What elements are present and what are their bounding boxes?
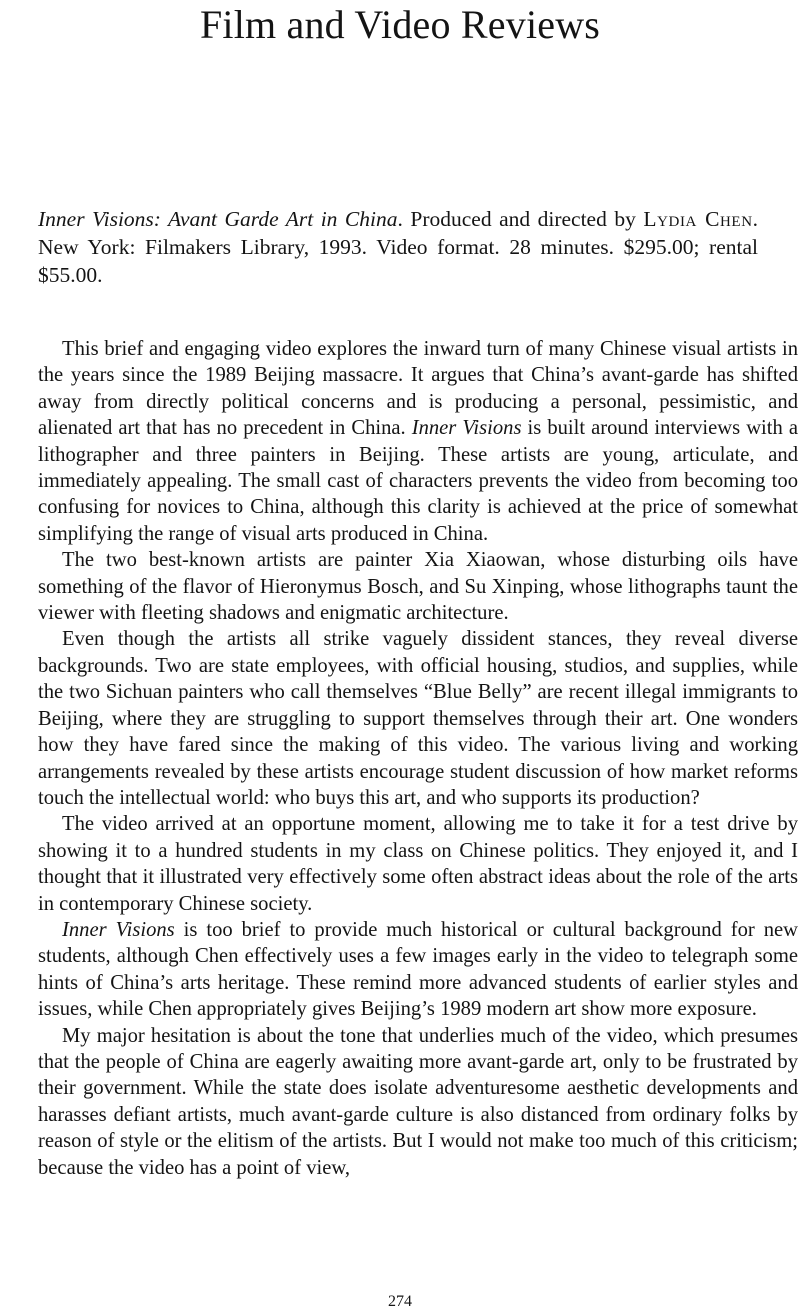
inline-work-title: Inner Visions: [62, 918, 175, 941]
paragraph-text: is too brief to provide much historical or cultural background for new students, although Chen effectively uses a few images early in the video to telegraph some hints of China’s arts heritage. These remind more advanced students of earlier styles and issues, while Chen appropriately gives Beijing’s 1989 modern art show more exposure.: [38, 918, 799, 1021]
review-body: [38, 336, 798, 1181]
paragraph-text: Even though the artists all strike vaguely dissident stances, they reveal diverse backgrounds. Two are state employees, with official housing, studios, and supplies, while the two Sichuan painters who call themselves “Blue Belly” are recent illegal immigrants to Beijing, where they are struggling to support themselves through their art. One wonders how they have fared since the making of this video. The various living and working arrangements revealed by these artists encourage student discussion of how market reforms touch the intellectual world: who buys this art, and who supports its production?: [38, 628, 798, 809]
page-number: 274: [388, 1293, 412, 1310]
paragraph-text: My major hesitation is about the tone that underlies much of the video, which presumes that the people of China are eagerly awaiting more avant-garde art, only to be frustrated by their government. While the state does isolate adventuresome aesthetic developments and harasses defiant artists, much avant-garde culture is also distanced from ordinary folks by reason of style or the elitism of the artists. But I would not make too much of this criticism; because the video has a point of view,: [38, 1024, 798, 1179]
paragraph-4: [38, 811, 798, 917]
paragraph-5: [38, 917, 798, 1023]
paragraph-6: [38, 1023, 798, 1181]
paragraph-text: The video arrived at an opportune moment, allowing me to take it for a test drive by showing it to a hundred students in my class on Chinese politics. They enjoyed it, and I thought that it illustrated very effectively some often abstract ideas about the role of the arts in contemporary Chinese society.: [38, 813, 798, 915]
work-title: Inner Visions: Avant Garde Art in China: [38, 207, 398, 231]
review-citation: [38, 205, 758, 289]
director-name: Lydia Chen: [643, 207, 753, 231]
paragraph-text: The two best-known artists are painter Xia Xiaowan, whose disturbing oils have something of the flavor of Hieronymus Bosch, and Su Xinping, whose lithographs taunt the viewer with fleeting shadows and enigmatic architecture.: [38, 549, 798, 625]
paragraph-text: This brief and engaging video explores the inward turn of many Chinese visual artists in the years since the 1989 Beijing massacre. It argues that China’s avant-garde has shifted away from directly political concerns and is producing a personal, pessimistic, and alienated art that has no precedent in China.: [38, 338, 798, 440]
inline-work-title: Inner Visions: [411, 417, 522, 440]
produced-by-label: Produced and directed by: [410, 207, 636, 231]
paragraph-1: [38, 336, 798, 547]
paragraph-text: is built around interviews with a lithographer and three painters in Beijing. These artists are young, articulate, and immediately appealing. The small cast of characters prevents the video from becoming too confusing for novices to China, although this clarity is achieved at the price of somewhat simplifying the range of visual arts produced in China.: [38, 417, 798, 545]
title-period: .: [397, 207, 403, 231]
paragraph-3: [38, 626, 798, 811]
page-title: Film and Video Reviews: [199, 2, 601, 47]
paragraph-2: [38, 547, 798, 626]
publication-details: . New York: Filmakers Library, 1993. Video format. 28 minutes. $295.00; rental $55.00.: [38, 207, 759, 287]
